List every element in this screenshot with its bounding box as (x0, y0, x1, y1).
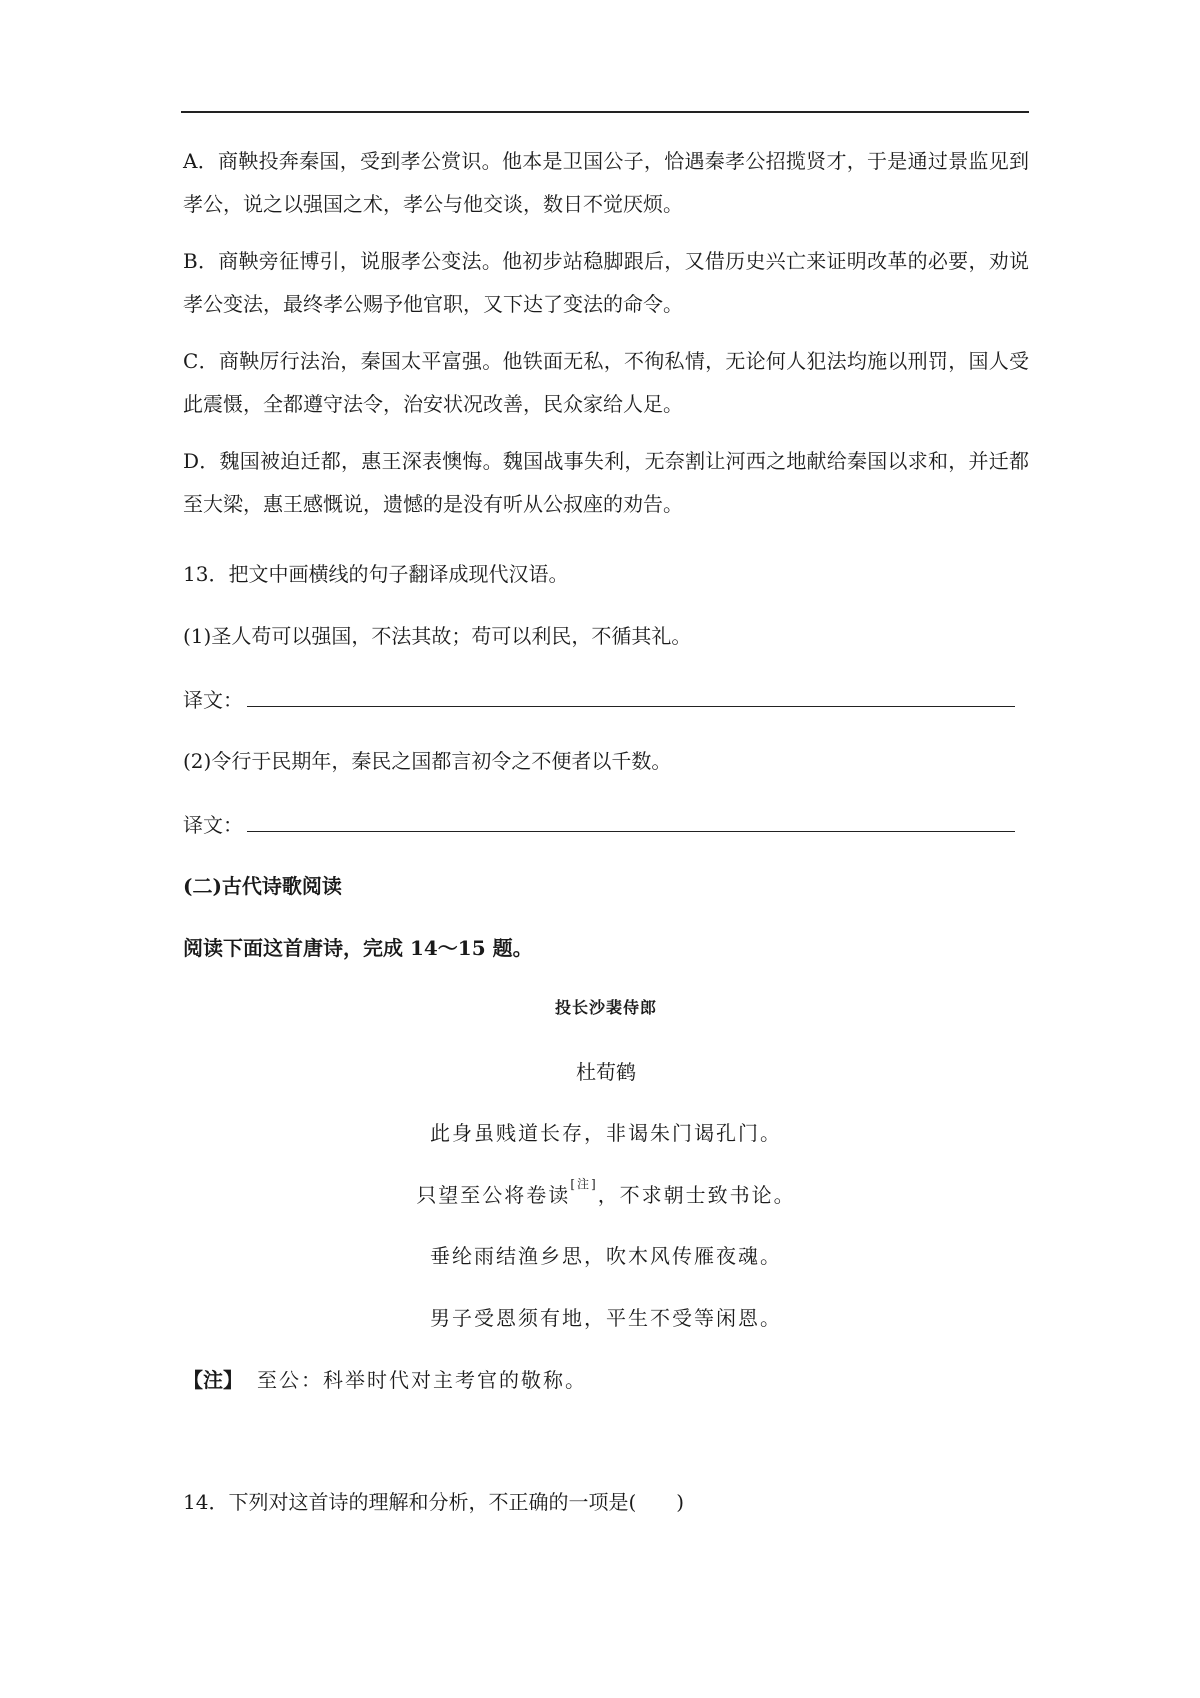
answer-blank-1[interactable] (247, 706, 1015, 707)
poem-line-4: 男子受恩须有地，平生不受等闲恩。 (430, 1306, 782, 1330)
question-13-item-2: (2)令行于民期年，秦民之国都言初令之不便者以千数。 (183, 749, 672, 773)
poem-note (183, 1364, 587, 1393)
question-13-item-1: (1)圣人苟可以强国，不法其故；苟可以利民，不循其礼。 (183, 624, 692, 648)
poem-line-2-part-2: ，不求朝士致书论。 (597, 1183, 796, 1207)
note-text: 至公：科举时代对主考官的敬称。 (257, 1368, 587, 1392)
answer-row-1 (183, 684, 1015, 714)
section-heading: (二)古代诗歌阅读 (183, 874, 342, 898)
answer-row-2 (183, 809, 1015, 839)
option-d: D．魏国被迫迁都，惠王深表懊悔。魏国战事失利，无奈割让河西之地献给秦国以求和，并迁都至大梁，惠王感慨说，遗憾的是没有听从公叔座的劝告。 (183, 449, 1029, 516)
option-a: A．商鞅投奔秦国，受到孝公赏识。他本是卫国公子，恰遇秦孝公招揽贤才，于是通过景监见到孝公，说之以强国之术，孝公与他交谈，数日不觉厌烦。 (183, 149, 1029, 216)
poem-line-2 (183, 1179, 1029, 1208)
poem-title: 投长沙裴侍郎 (554, 998, 657, 1017)
section-instruction: 阅读下面这首唐诗，完成 14～15 题。 (183, 936, 533, 960)
question-block (183, 0, 1029, 1698)
poem-line-3: 垂纶雨结渔乡思，吹木风传雁夜魂。 (430, 1244, 782, 1268)
note-reference: [注] (570, 1177, 598, 1191)
option-b: B．商鞅旁征博引，说服孝公变法。他初步站稳脚跟后，又借历史兴亡来证明改革的必要，劝说孝公变法，最终孝公赐予他官职，又下达了变法的命令。 (183, 249, 1029, 316)
answer-blank-2[interactable] (247, 831, 1015, 832)
question-13-prompt: 13．把文中画横线的句子翻译成现代汉语。 (183, 562, 569, 586)
note-tag: 【注】 (183, 1368, 243, 1392)
answer-label: 译文： (183, 688, 243, 712)
option-c: C．商鞅厉行法治，秦国太平富强。他铁面无私，不徇私情，无论何人犯法均施以刑罚，国人受此震慑，全都遵守法令，治安状况改善，民众家给人足。 (183, 349, 1029, 416)
poem-author: 杜荀鹤 (576, 1060, 636, 1084)
poem-line-2-part-1: 只望至公将卷读 (416, 1183, 571, 1207)
poem-line-1: 此身虽贱道长存，非谒朱门谒孔门。 (430, 1121, 782, 1145)
question-14-prompt: 14．下列对这首诗的理解和分析，不正确的一项是( ) (183, 1490, 685, 1514)
answer-label: 译文： (183, 813, 243, 837)
